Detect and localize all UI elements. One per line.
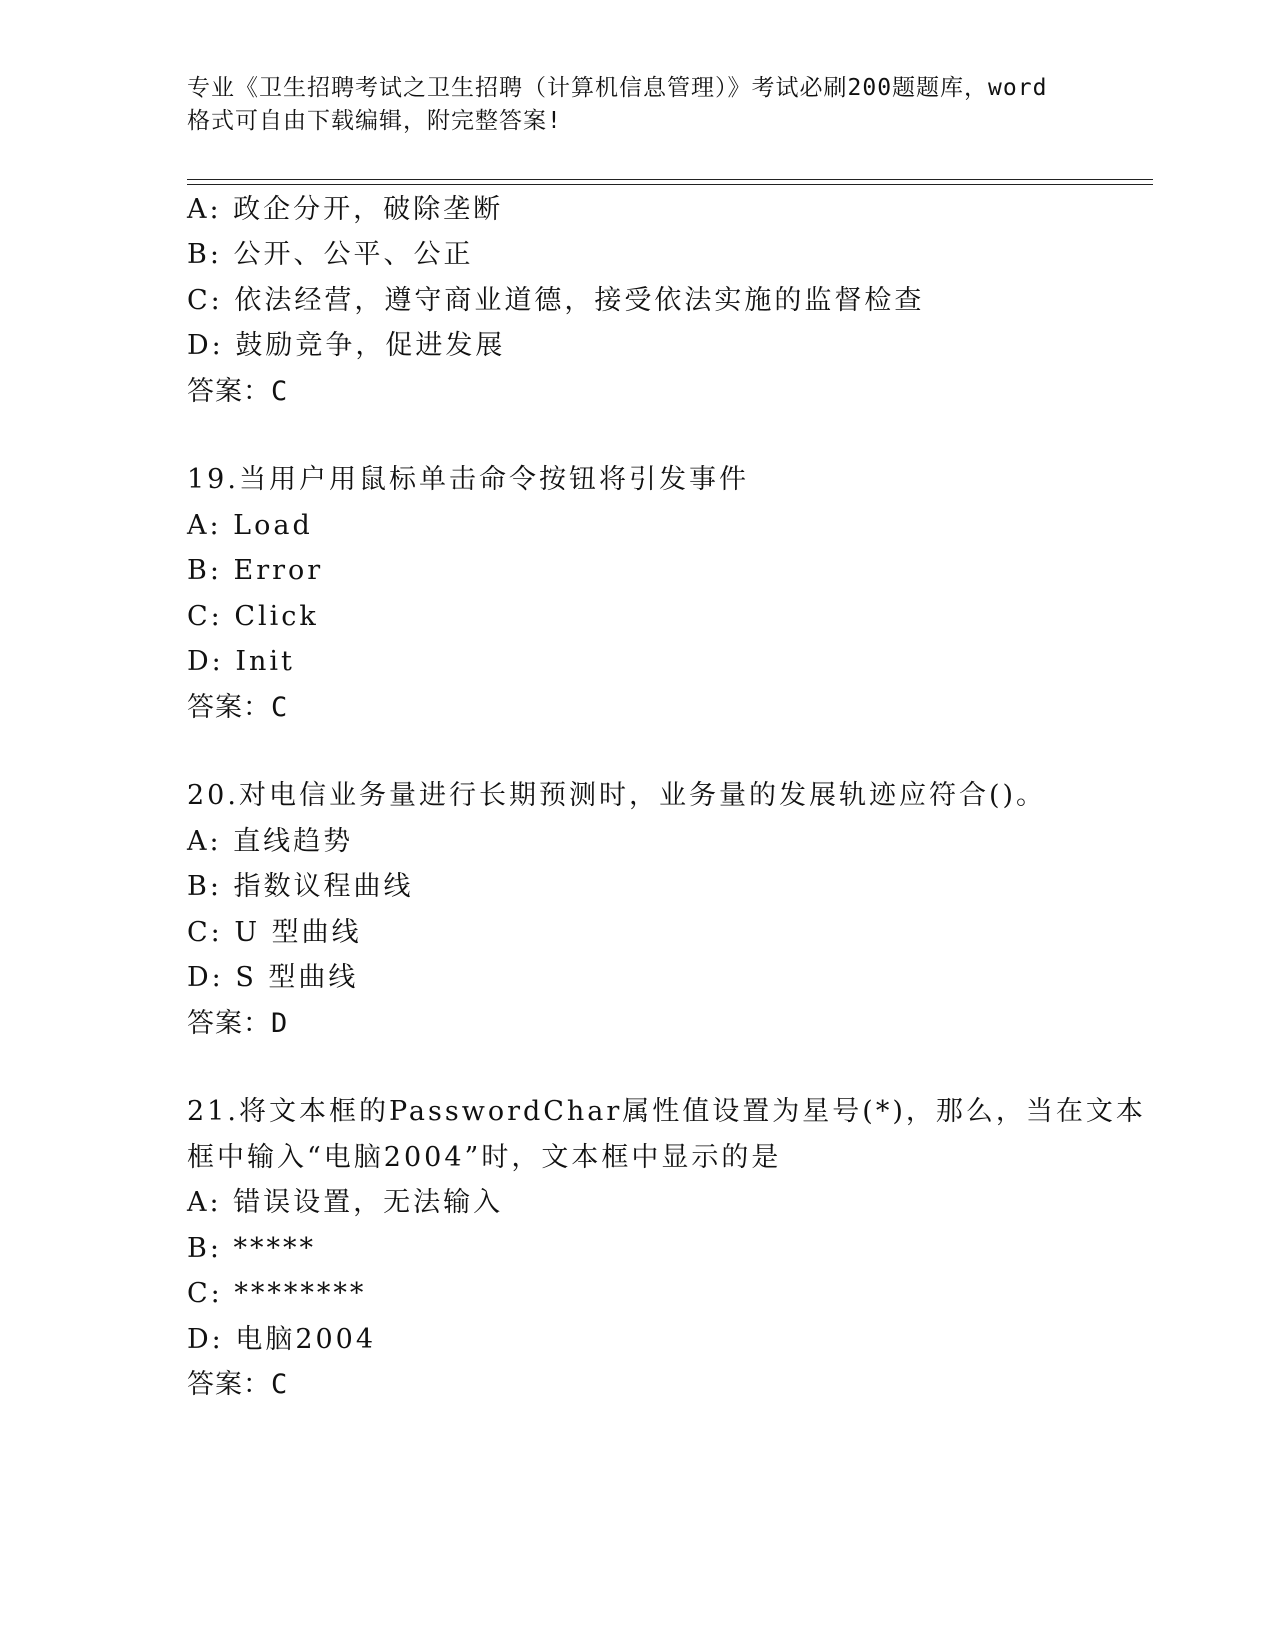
q21-option-a: A: 错误设置，无法输入 — [187, 1187, 504, 1218]
q18-answer — [187, 374, 288, 410]
q21-question-line-2: 框中输入“电脑2004”时，文本框中显示的是 — [187, 1142, 782, 1173]
q21-answer-label: 答案： — [187, 1369, 271, 1400]
document-header — [187, 72, 1097, 138]
q19-question: 19.当用户用鼠标单击命令按钮将引发事件 — [187, 464, 749, 495]
q19-option-a: A: Load — [187, 510, 313, 541]
header-line-1: 专业《卫生招聘考试之卫生招聘（计算机信息管理）》考试必刷200题题库，word — [187, 75, 1048, 101]
q21-answer — [187, 1367, 288, 1403]
q20-option-a: A: 直线趋势 — [187, 826, 354, 857]
q21-answer-key: C — [271, 1369, 289, 1400]
q20-question: 20.对电信业务量进行长期预测时，业务量的发展轨迹应符合()。 — [187, 780, 1047, 811]
q21-question-line-1: 21.将文本框的PasswordChar属性值设置为星号(*)，那么，当在文本 — [187, 1096, 1146, 1127]
q19-option-c: C: Click — [187, 601, 319, 632]
q18-option-a: A: 政企分开，破除垄断 — [187, 194, 504, 225]
q19-answer-label: 答案： — [187, 692, 271, 723]
q20-answer-key: D — [271, 1008, 289, 1039]
q19-answer-key: C — [271, 692, 289, 723]
q18-option-c: C: 依法经营，遵守商业道德，接受依法实施的监督检查 — [187, 285, 925, 316]
q18-option-b: B: 公开、公平、公正 — [187, 239, 474, 270]
q21-option-c: C: ******** — [187, 1278, 367, 1309]
q18-option-d: D: 鼓励竞争，促进发展 — [187, 330, 506, 361]
q19-option-b: B: Error — [187, 555, 324, 586]
header-divider-top — [187, 179, 1153, 180]
q20-option-c: C: U 型曲线 — [187, 917, 362, 948]
q20-option-b: B: 指数议程曲线 — [187, 871, 414, 902]
q21-option-d: D: 电脑2004 — [187, 1324, 377, 1355]
header-line-2: 格式可自由下载编辑，附完整答案! — [187, 108, 562, 134]
header-divider-bottom — [187, 184, 1153, 185]
q21-option-b: B: ***** — [187, 1233, 317, 1264]
q20-option-d: D: S 型曲线 — [187, 962, 359, 993]
q20-answer-label: 答案： — [187, 1008, 271, 1039]
q18-answer-key: C — [271, 376, 289, 407]
q20-answer — [187, 1006, 288, 1042]
q18-answer-label: 答案： — [187, 376, 271, 407]
q19-option-d: D: Init — [187, 646, 295, 677]
q19-answer — [187, 690, 288, 726]
